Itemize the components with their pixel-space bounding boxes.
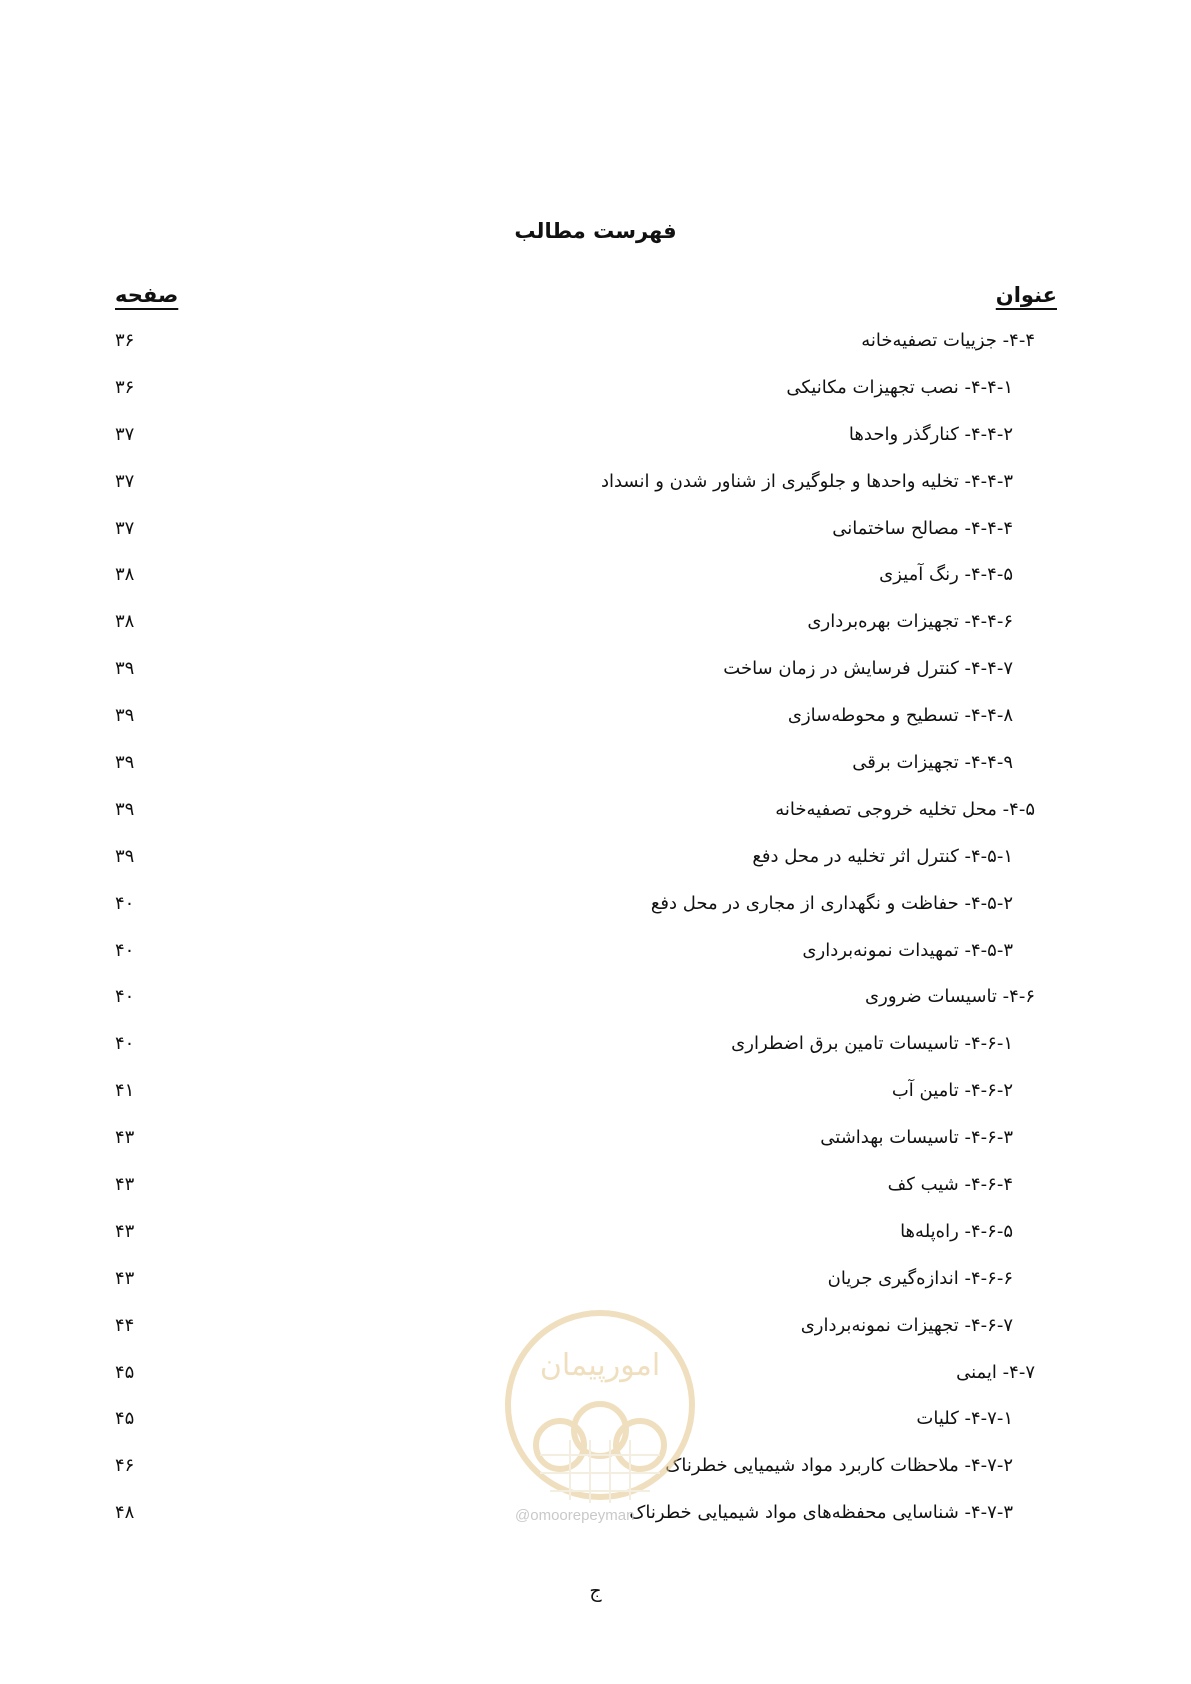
toc-header: [115, 283, 1057, 317]
toc-entry-page: ۳۶: [115, 330, 135, 351]
toc-row: [115, 846, 1057, 893]
toc-entry-title: ۴-۴-۲- کنارگذر واحدها: [848, 423, 1013, 445]
page-title: فهرست مطالب: [514, 219, 677, 243]
toc-entry-title: ۴-۶-۲- تامین آب: [891, 1080, 1013, 1102]
toc-row: [115, 1080, 1057, 1127]
toc-entry-title: ۴-۶-۶- اندازه‌گیری جریان: [827, 1267, 1013, 1289]
toc-entry-title: ۴-۷-۱- کلیات: [916, 1408, 1013, 1430]
toc-entry-title: ۴-۴-۳- تخلیه واحدها و جلوگیری از شناور شدن و انسداد: [600, 470, 1013, 492]
toc-entry-title: ۴-۶-۴- شیب کف: [887, 1174, 1013, 1196]
toc-entry-title: ۴-۶-۳- تاسیسات بهداشتی: [820, 1127, 1013, 1149]
toc-entry-title: ۴-۷- ایمنی: [956, 1361, 1035, 1383]
toc-entry-page: ۴۴: [115, 1314, 135, 1336]
toc-row: [115, 658, 1057, 705]
toc-entry-page: ۳۷: [115, 423, 135, 445]
toc-entry-title: ۴-۴-۶- تجهیزات بهره‌برداری: [807, 611, 1013, 633]
toc-entry-title: ۴-۶-۷- تجهیزات نمونه‌برداری: [800, 1314, 1013, 1336]
toc-entry-title: ۴-۴-۵- رنگ آمیزی: [879, 564, 1013, 586]
toc-row: [115, 564, 1057, 611]
toc-row: [115, 611, 1057, 658]
toc-entry-page: ۳۸: [115, 564, 135, 586]
toc-entry-page: ۴۳: [115, 1267, 135, 1289]
toc-row: [115, 799, 1057, 846]
toc-entry-page: ۳۹: [115, 798, 135, 820]
footer-page-number: ج: [589, 1580, 602, 1602]
toc-entry-title: ۴-۴-۸- تسطیح و محوطه‌سازی: [787, 705, 1013, 727]
toc-entry-page: ۴۳: [115, 1127, 135, 1149]
toc-entry-title: ۴-۶-۱- تاسیسات تامین برق اضطراری: [731, 1033, 1013, 1055]
toc-row: [115, 1033, 1057, 1080]
toc-row: [115, 471, 1057, 518]
toc-entry-page: ۴۰: [115, 986, 135, 1008]
toc-row: [115, 330, 1057, 377]
toc-entry-page: ۳۹: [115, 658, 135, 680]
toc-entry-page: ۴۱: [115, 1080, 135, 1102]
title-column-header: عنوان: [995, 283, 1057, 307]
toc-entry-title: ۴-۷-۳- شناسایی محفظه‌های مواد شیمیایی خطرناک: [629, 1502, 1013, 1524]
toc-entry-title: ۴-۵-۲- حفاظت و نگهداری از مجاری در محل دفع: [650, 892, 1013, 914]
toc-row: [115, 893, 1057, 940]
toc-row: [115, 377, 1057, 424]
toc-entry-page: ۴۰: [115, 939, 135, 961]
toc-row: [115, 518, 1057, 565]
toc-entry-title: ۴-۴-۱- نصب تجهیزات مکانیکی: [786, 376, 1013, 398]
toc-entry-page: ۳۹: [115, 705, 135, 727]
toc-row: [115, 752, 1057, 799]
toc-entry-page: ۴۳: [115, 1220, 135, 1242]
toc-row: [115, 424, 1057, 471]
toc-row: [115, 1221, 1057, 1268]
toc-row: [115, 986, 1057, 1033]
watermark-handle: @omoorepeyman: [515, 1507, 635, 1524]
toc-entry-title: ۴-۴-۷- کنترل فرسایش در زمان ساخت: [723, 658, 1013, 680]
toc-entry-page: ۴۸: [115, 1502, 135, 1524]
toc-entry-title: ۴-۵-۱- کنترل اثر تخلیه در محل دفع: [752, 845, 1013, 867]
toc-entry-page: ۳۷: [115, 517, 135, 539]
toc-entry-title: ۴-۴-۹- تجهیزات برقی: [852, 752, 1013, 774]
toc-entry-page: ۴۰: [115, 892, 135, 914]
toc-entry-page: ۴۶: [115, 1455, 135, 1477]
toc-entry-page: ۴۵: [115, 1361, 135, 1383]
toc-entry-page: ۴۳: [115, 1174, 135, 1196]
watermark-logo-text: امورپیمان: [539, 1348, 661, 1383]
toc-entry-title: ۴-۴- جزییات تصفیه‌خانه: [861, 330, 1035, 351]
toc-entry-page: ۳۹: [115, 752, 135, 774]
toc-entry-title: ۴-۵-۳- تمهیدات نمونه‌برداری: [802, 939, 1013, 961]
toc-entry-page: ۴۵: [115, 1408, 135, 1430]
toc-row: [115, 940, 1057, 987]
page-column-header: صفحه: [115, 283, 179, 307]
toc-entry-page: ۳۶: [115, 376, 135, 398]
toc-entry-title: ۴-۷-۲- ملاحظات کاربرد مواد شیمیایی خطرناک: [665, 1455, 1013, 1477]
toc-entry-title: ۴-۵- محل تخلیه خروجی تصفیه‌خانه: [775, 798, 1035, 820]
watermark-logo: [500, 1305, 700, 1520]
toc-entry-title: ۴-۴-۴- مصالح ساختمانی: [832, 517, 1013, 539]
toc-entry-page: ۳۹: [115, 845, 135, 867]
toc-row: [115, 705, 1057, 752]
toc-entry-title: ۴-۶- تاسیسات ضروری: [865, 986, 1035, 1008]
toc-entry-title: ۴-۶-۵- راه‌پله‌ها: [900, 1220, 1013, 1242]
toc-row: [115, 1174, 1057, 1221]
toc-row: [115, 1127, 1057, 1174]
toc-entry-page: ۳۸: [115, 611, 135, 633]
toc-entry-page: ۴۰: [115, 1033, 135, 1055]
toc-entry-page: ۳۷: [115, 470, 135, 492]
